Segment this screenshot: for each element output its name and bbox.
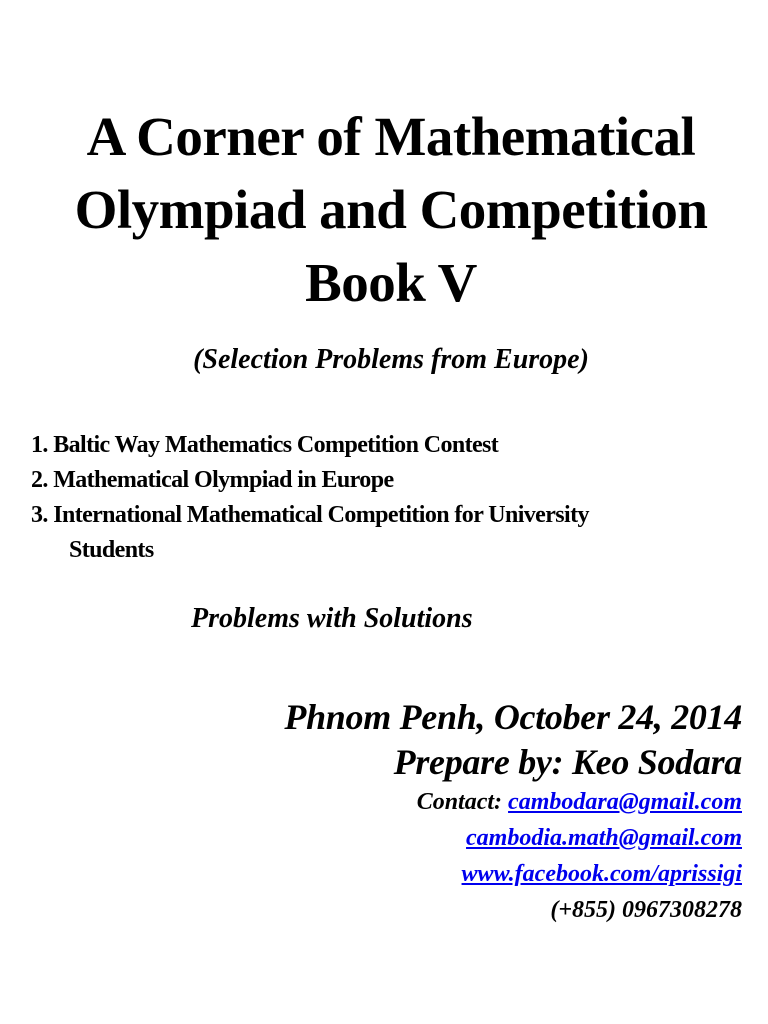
credits-block xyxy=(284,694,742,928)
title-line-1: A Corner of Mathematical xyxy=(86,106,696,167)
contents-item-3-continuation: Students xyxy=(69,537,154,563)
place-date: Phnom Penh, October 24, 2014 xyxy=(284,697,742,737)
facebook-link[interactable]: www.facebook.com/aprissigi xyxy=(461,861,742,887)
phone-number: (+855) 0967308278 xyxy=(550,897,742,923)
contents-item-3 xyxy=(31,498,751,568)
contact-line-2 xyxy=(284,820,742,856)
contact-line-3 xyxy=(284,856,742,892)
book-subtitle: (Selection Problems from Europe) xyxy=(193,344,589,375)
contents-item-3-text: 3. International Mathematical Competition for University xyxy=(31,502,589,528)
email-link-primary[interactable]: cambodara@gmail.com xyxy=(508,789,742,815)
tagline: Problems with Solutions xyxy=(191,603,473,634)
contents-item-2: 2. Mathematical Olympiad in Europe xyxy=(31,467,394,493)
contents-list xyxy=(31,428,751,568)
book-title xyxy=(0,100,768,319)
contact-line-1 xyxy=(284,784,742,820)
title-line-2: Olympiad and Competition xyxy=(74,179,708,240)
author-line: Prepare by: Keo Sodara xyxy=(393,742,742,782)
title-line-3: Book V xyxy=(305,252,477,313)
contents-item-1: 1. Baltic Way Mathematics Competition Contest xyxy=(31,432,499,458)
contact-label: Contact: xyxy=(416,789,509,815)
email-link-secondary[interactable]: cambodia.math@gmail.com xyxy=(466,825,742,851)
